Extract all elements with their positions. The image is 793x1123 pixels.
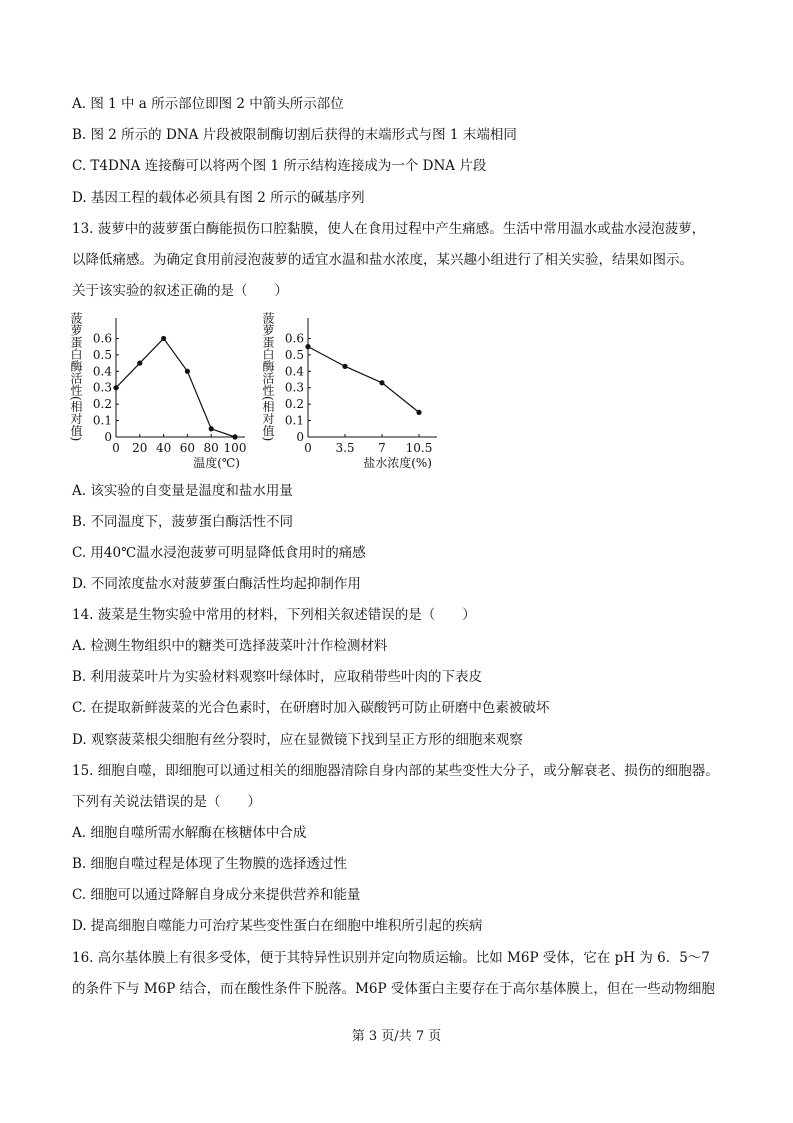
- data-point: [342, 364, 347, 369]
- q13-stem-line-2: 以降低痛感。为确定食用前浸泡菠萝的适宜水温和盐水浓度，某兴趣小组进行了相关实验，结果如图示。: [72, 252, 693, 268]
- salt-concentration-chart-svg: [262, 308, 447, 468]
- data-point: [113, 385, 118, 390]
- y-tick-label: 0: [296, 430, 304, 444]
- q16-stem-line-2: 的条件下与 M6P 结合，而在酸性条件下脱落。M6P 受体蛋白主要存在于高尔基体膜上，但在一些动物细胞: [72, 981, 715, 997]
- data-point: [232, 434, 237, 439]
- q12-option-b: B. 图 2 所示的 DNA 片段被限制酶切割后获得的末端形式与图 1 末端相同: [72, 127, 517, 143]
- page-footer: 第 3 页/共 7 页: [351, 1029, 442, 1044]
- x-tick-label: 60: [179, 441, 196, 455]
- q13-option-a: A. 该实验的自变量是温度和盐水用量: [72, 483, 293, 499]
- y-tick-label: 0.4: [92, 364, 112, 379]
- y-tick-label: 0.3: [92, 380, 112, 395]
- q15-option-a: A. 细胞自噬所需水解酶在核糖体中合成: [72, 825, 307, 841]
- y-tick-label: 0.3: [284, 380, 304, 395]
- series-line: [308, 347, 419, 413]
- y-tick-label: 0.6: [92, 331, 112, 346]
- data-point: [161, 336, 166, 341]
- q15-stem-line-2: 下列有关说法错误的是（ ）: [72, 794, 261, 810]
- temperature-chart-svg: [70, 308, 255, 468]
- q13-option-d: D. 不同浓度盐水对菠萝蛋白酶活性均起抑制作用: [72, 576, 361, 592]
- data-point: [185, 369, 190, 374]
- x-tick-label: 80: [203, 441, 219, 455]
- y-axis-label: 菠萝蛋白酶活性(相对值): [261, 312, 275, 442]
- data-point: [209, 426, 214, 431]
- x-tick-label: 0: [112, 441, 120, 455]
- q13-option-c: C. 用40℃温水浸泡菠萝可明显降低食用时的痛感: [72, 545, 366, 561]
- q15-option-b: B. 细胞自噬过程是体现了生物膜的选择透过性: [72, 856, 348, 872]
- q15-stem-line-1: 15. 细胞自噬，即细胞可以通过相关的细胞器清除自身内部的某些变性大分子，或分解衰老、损伤的细胞器。: [72, 763, 719, 779]
- q12-option-c: C. T4DNA 连接酶可以将两个图 1 所示结构连接成为一个 DNA 片段: [72, 158, 487, 174]
- x-tick-label: 10.5: [405, 441, 433, 455]
- x-tick-label: 40: [155, 441, 172, 455]
- q14-stem: 14. 菠菜是生物实验中常用的材料，下列相关叙述错误的是（ ）: [72, 607, 476, 623]
- salt-concentration-chart: [262, 308, 447, 468]
- series-line: [116, 338, 235, 437]
- data-point: [137, 360, 142, 365]
- data-point: [305, 344, 310, 349]
- q14-option-d: D. 观察菠菜根尖细胞有丝分裂时，应在显微镜下找到呈正方形的细胞来观察: [72, 732, 523, 748]
- y-tick-label: 0: [104, 430, 112, 444]
- y-tick-label: 0.5: [284, 347, 304, 362]
- q15-option-d: D. 提高细胞自噬能力可治疗某些变性蛋白在细胞中堆积所引起的疾病: [72, 918, 483, 934]
- q14-option-c: C. 在提取新鲜菠菜的光合色素时，在研磨时加入碳酸钙可防止研磨中色素被破坏: [72, 700, 550, 716]
- y-tick-label: 0.1: [92, 413, 112, 428]
- q14-option-a: A. 检测生物组织中的糖类可选择菠菜叶汁作检测材料: [72, 638, 388, 654]
- q13-option-b: B. 不同温度下，菠萝蛋白酶活性不同: [72, 514, 294, 530]
- q16-stem-line-1: 16. 高尔基体膜上有很多受体，便于其特异性识别并定向物质运输。比如 M6P 受体，它在 pH 为 6．5～7: [72, 950, 710, 966]
- q15-option-c: C. 细胞可以通过降解自身成分来提供营养和能量: [72, 887, 361, 903]
- q12-option-a: A. 图 1 中 a 所示部位即图 2 中箭头所示部位: [72, 96, 344, 112]
- q12-option-d: D. 基因工程的载体必须具有图 2 所示的碱基序列: [72, 190, 365, 206]
- y-tick-label: 0.2: [92, 397, 112, 412]
- data-point: [416, 410, 421, 415]
- temperature-chart: [70, 308, 255, 468]
- x-axis-label: 温度(℃): [193, 456, 240, 470]
- q14-option-b: B. 利用菠菜叶片为实验材料观察叶绿体时，应取稍带些叶肉的下表皮: [72, 669, 483, 685]
- y-tick-label: 0.5: [92, 347, 112, 362]
- q13-stem-line-3: 关于该实验的叙述正确的是（ ）: [72, 283, 288, 299]
- y-tick-label: 0.1: [284, 413, 304, 428]
- x-axis-label: 盐水浓度(%): [363, 456, 432, 470]
- q13-stem-line-1: 13. 菠萝中的菠萝蛋白酶能损伤口腔黏膜，使人在食用过程中产生痛感。生活中常用温水或盐水浸泡菠萝，: [72, 221, 706, 237]
- y-axis-label: 菠萝蛋白酶活性(相对值): [69, 312, 83, 442]
- data-point: [379, 380, 384, 385]
- x-tick-label: 20: [132, 441, 148, 455]
- y-tick-label: 0.2: [284, 397, 304, 412]
- x-tick-label: 3.5: [335, 441, 355, 455]
- y-tick-label: 0.4: [284, 364, 304, 379]
- x-tick-label: 100: [223, 441, 247, 455]
- x-tick-label: 7: [378, 441, 386, 455]
- x-tick-label: 0: [304, 441, 312, 455]
- y-tick-label: 0.6: [284, 331, 304, 346]
